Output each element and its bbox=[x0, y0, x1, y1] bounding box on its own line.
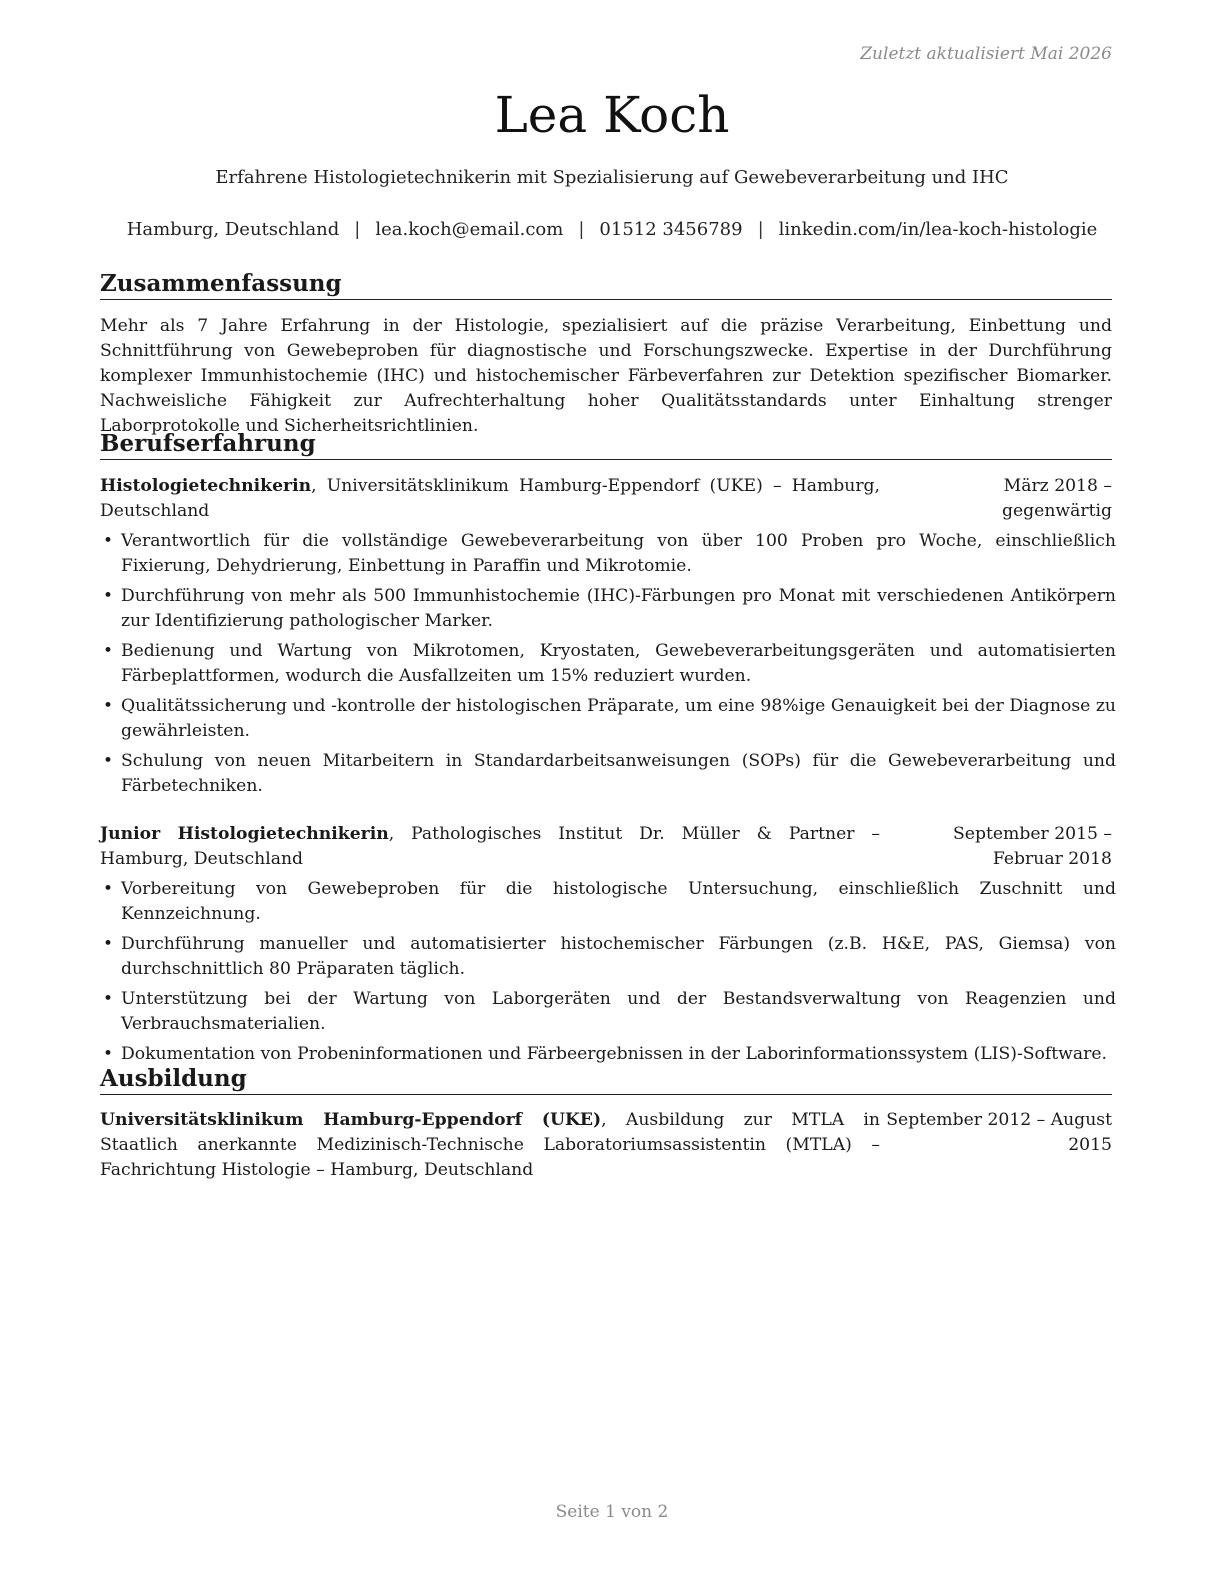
list-item: • Durchführung manueller und automatisierter histochemischer Färbungen (z.B. H&E, PAS, Giemsa) von durchschnittlich 80 Präparaten täglich. bbox=[103, 934, 1116, 979]
bullet-icon: • bbox=[103, 751, 114, 771]
section-title-education: Ausbildung bbox=[100, 1065, 1112, 1095]
job-dates: März 2018 – gegenwärtig bbox=[1002, 476, 1112, 521]
last-updated-note: Zuletzt aktualisiert Mai 2026 bbox=[860, 44, 1112, 64]
contact-location: Hamburg, Deutschland bbox=[126, 219, 340, 240]
education-header bbox=[100, 1108, 1112, 1183]
job-header bbox=[100, 822, 1112, 872]
job-dates: September 2015 – Februar 2018 bbox=[953, 824, 1112, 869]
contact-line bbox=[0, 219, 1224, 240]
job-bullet-list bbox=[100, 529, 1116, 804]
tagline: Erfahrene Histologietechnikerin mit Spezialisierung auf Gewebeverarbeitung und IHC bbox=[215, 167, 1009, 188]
list-item: • Dokumentation von Probeninformationen und Färbeergebnissen in der Laborinformationssystem (LIS)-Software. bbox=[100, 1042, 1116, 1067]
page-number: Seite 1 von 2 bbox=[555, 1502, 669, 1522]
candidate-name: Lea Koch bbox=[494, 86, 730, 144]
contact-separator: | bbox=[578, 219, 585, 240]
contact-linkedin[interactable]: linkedin.com/in/lea-koch-histologie bbox=[778, 219, 1098, 240]
bullet-icon: • bbox=[103, 641, 114, 661]
section-title-experience: Berufserfahrung bbox=[100, 430, 1112, 460]
job-role: Histologietechnikerin bbox=[100, 476, 312, 496]
bullet-icon: • bbox=[103, 696, 114, 716]
section-title-summary: Zusammenfassung bbox=[100, 270, 1112, 300]
list-item: • Qualitätssicherung und -kontrolle der histologischen Präparate, um eine 98%ige Genauigkeit bei der Diagnose zu gewährleisten. bbox=[103, 696, 1116, 741]
list-item: • Bedienung und Wartung von Mikrotomen, Kryostaten, Gewebeverarbeitungsgeräten und automatisierten Färbeplattformen, wodurch die Ausfallzeiten um 15% reduziert wurden. bbox=[103, 641, 1116, 686]
list-item: • Durchführung von mehr als 500 Immunhistochemie (IHC)-Färbungen pro Monat mit verschiedenen Antikörpern zur Identifizierung pathologischer Marker. bbox=[103, 586, 1116, 631]
bullet-icon: • bbox=[103, 586, 114, 606]
contact-phone: 01512 3456789 bbox=[599, 219, 743, 240]
bullet-icon: • bbox=[103, 879, 114, 899]
bullet-icon: • bbox=[103, 989, 114, 1009]
job-bullet-list bbox=[100, 877, 1116, 1072]
contact-email[interactable]: lea.koch@email.com bbox=[375, 219, 564, 240]
job-details: , Pathologisches Institut Dr. Müller & Partner – Hamburg, Deutschland bbox=[100, 824, 880, 869]
education-institution: Universitätsklinikum Hamburg-Eppendorf (UKE) bbox=[100, 1110, 602, 1130]
contact-separator: | bbox=[757, 219, 764, 240]
bullet-icon: • bbox=[103, 1044, 114, 1064]
bullet-icon: • bbox=[103, 934, 114, 954]
list-item: • Schulung von neuen Mitarbeitern in Standardarbeitsanweisungen (SOPs) für die Gewebeverarbeitung und Färbetechniken. bbox=[103, 751, 1116, 796]
job-header bbox=[100, 474, 1112, 524]
education-details: , Ausbildung zur MTLA in Staatlich anerkannte Medizinisch-Technische Laboratoriumsassistentin (MTLA) – Fachrichtung Histologie – Hamburg, Deutschland bbox=[100, 1110, 880, 1180]
list-item: • Verantwortlich für die vollständige Gewebeverarbeitung von über 100 Proben pro Woche, einschließlich Fixierung, Dehydrierung, Einbettung in Paraffin und Mikrotomie. bbox=[103, 531, 1116, 576]
contact-separator: | bbox=[354, 219, 361, 240]
summary-text: Mehr als 7 Jahre Erfahrung in der Histologie, spezialisiert auf die präzise Verarbeitung, Einbettung und Schnittführung von Gewebeproben für diagnostische und Forschungszwecke. Expertise in der Durchführung komplexer Immunhistochemie (IHC) und histochemischer Färbeverfahren zur Detektion spezifischer Biomarker. Nachweisliche Fähigkeit zur Aufrechterhaltung hoher Qualitätsstandards unter Einhaltung strenger Laborprotokolle und Sicherheitsrichtlinien. bbox=[100, 316, 1112, 436]
list-item: • Unterstützung bei der Wartung von Laborgeräten und der Bestandsverwaltung von Reagenzien und Verbrauchsmaterialien. bbox=[103, 989, 1116, 1034]
job-role: Junior Histologietechnikerin bbox=[100, 824, 389, 844]
job-details: , Universitätsklinikum Hamburg-Eppendorf (UKE) – Hamburg, Deutschland bbox=[100, 476, 880, 521]
education-dates: September 2012 – August 2015 bbox=[886, 1110, 1112, 1155]
list-item: • Vorbereitung von Gewebeproben für die histologische Untersuchung, einschließlich Zuschnitt und Kennzeichnung. bbox=[103, 879, 1116, 924]
bullet-icon: • bbox=[103, 531, 114, 551]
